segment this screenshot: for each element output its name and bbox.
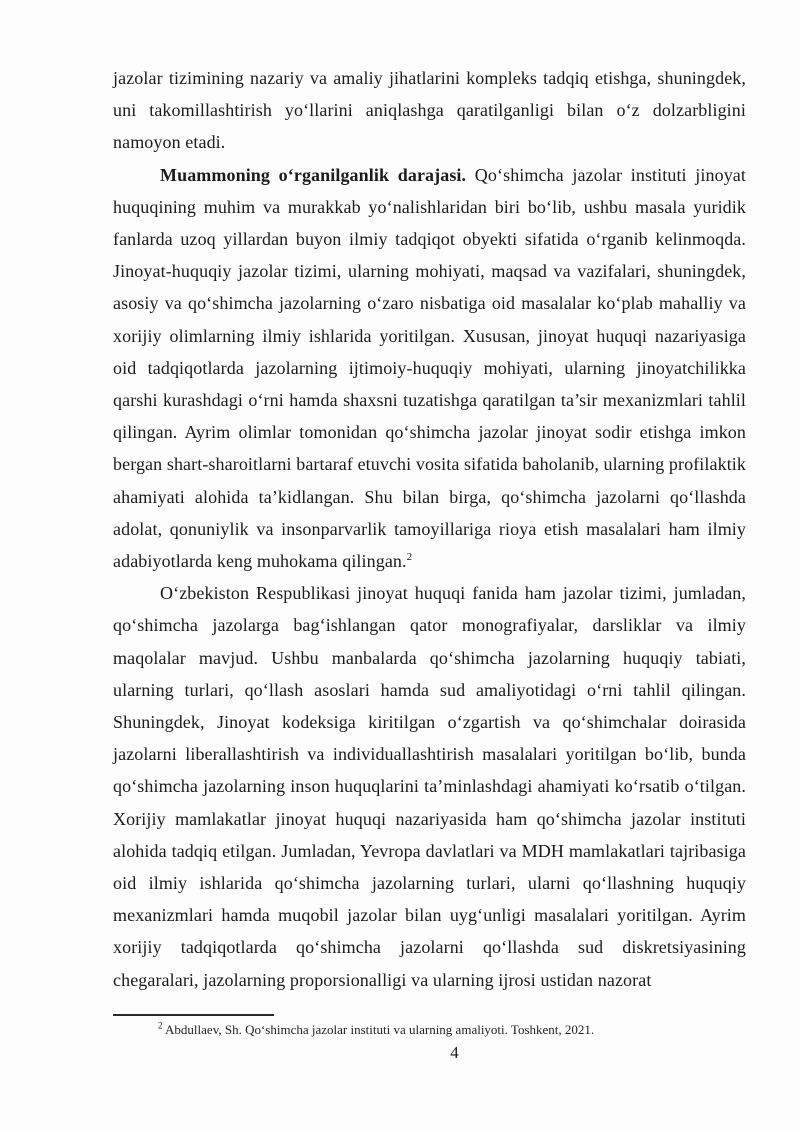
footnote-text: Abdullaev, Sh. Qo‘shimcha jazolar instituti va ularning amaliyoti. Toshkent, 2021.	[165, 1022, 595, 1037]
text-body	[113, 62, 746, 996]
paragraph-problem-study	[113, 159, 746, 578]
footnote-separator	[113, 1014, 274, 1016]
section-heading-bold: Muammoning o‘rganilganlik darajasi.	[160, 164, 467, 185]
page-number: 4	[450, 1043, 459, 1062]
paragraph-problem-study-text: Qo‘shimcha jazolar instituti jinoyat huquqining muhim va murakkab yo‘nalishlaridan biri bo‘lib, ushbu masala yuridik fanlarda uzoq yillardan buyon ilmiy tadqiqot obyekti sifatida o‘rganib kelinmoqda. Jinoyat-huquqiy jazolar tizimi, ularning mohiyati, maqsad va vazifalari, shuningdek, asosiy va qo‘shimcha jazolarning o‘zaro nisbatiga oid masalalar ko‘plab mahalliy va xorijiy olimlarning ilmiy ishlarida yoritilgan. Xususan, jinoyat huquqi nazariyasiga oid tadqiqotlarda jazolarning ijtimoiy-huquqiy mohiyati, ularning jinoyatchilikka qarshi kurashdagi o‘rni hamda shaxsni tuzatishga qaratilgan ta’sir mexanizmlari tahlil qilingan. Ayrim olimlar tomonidan qo‘shimcha jazolar jinoyat sodir etishga imkon bergan shart-sharoitlarni bartaraf etuvchi vosita sifatida baholanib, ularning profilaktik ahamiyati alohida ta’kidlangan. Shu bilan birga, qo‘shimcha jazolarni qo‘llashda adolat, qonuniylik va insonparvarlik tamoyillariga rioya etish masalalari ham ilmiy adabiyotlarda keng muhokama qilingan.	[113, 164, 746, 572]
page-footer	[113, 1014, 746, 1063]
paragraph-uzbekistan-research: O‘zbekiston Respublikasi jinoyat huquqi fanida ham jazolar tizimi, jumladan, qo‘shimcha jazolarga bag‘ishlangan qator monografiyalar, darsliklar va ilmiy maqolalar mavjud. Ushbu manbalarda qo‘shimcha jazolarning huquqiy tabiati, ularning turlari, qo‘llash asoslari hamda sud amaliyotidagi o‘rni tahlil qilingan. Shuningdek, Jinoyat kodeksiga kiritilgan o‘zgartish va qo‘shimchalar doirasida jazolarni liberallashtirish va individuallashtirish masalalari yoritilgan bo‘lib, bunda qo‘shimcha jazolarning inson huquqlarini ta’minlashdagi ahamiyati ko‘rsatib o‘tilgan. Xorijiy mamlakatlar jinoyat huquqi nazariyasida ham qo‘shimcha jazolar instituti alohida tadqiq etilgan. Jumladan, Yevropa davlatlari va MDH mamlakatlari tajribasiga oid ilmiy ishlarida qo‘shimcha jazolarning turlari, ularni qo‘llashning huquqiy mexanizmlari hamda muqobil jazolar bilan uyg‘unligi masalalari yoritilgan. Ayrim xorijiy tadqiqotlarda qo‘shimcha jazolarni qo‘llashda sud diskretsiyasining chegaralari, jazolarning proporsionalligi va ularning ijrosi ustidan nazorat	[113, 583, 746, 990]
paragraph-continuation: jazolar tizimining nazariy va amaliy jihatlarini kompleks tadqiq etishga, shuningdek, uni takomillashtirish yo‘llarini aniqlashga qaratilganligi bilan o‘z dolzarbligini namoyon etadi.	[113, 68, 746, 153]
footnote-reference: 2	[406, 551, 413, 564]
footnote-marker: 2	[158, 1020, 163, 1031]
footnote	[113, 1021, 746, 1038]
